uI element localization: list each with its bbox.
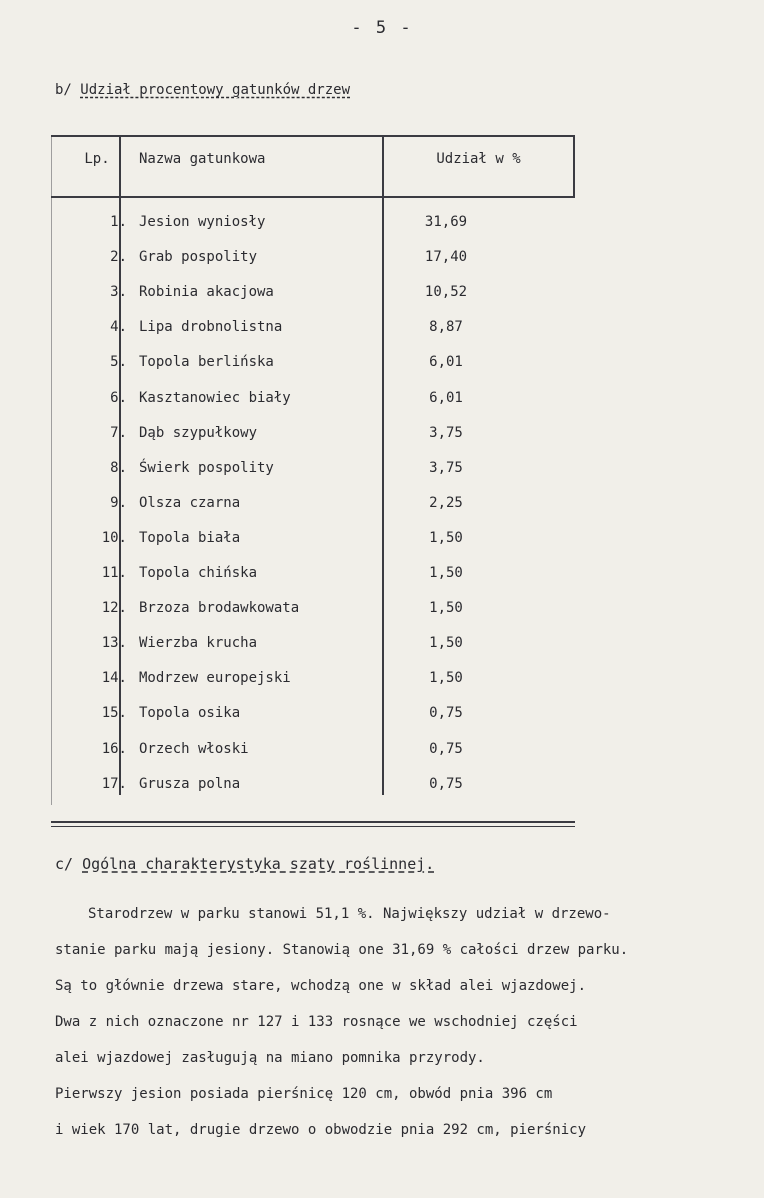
table-row (51, 600, 575, 622)
row-species-name: Świerk pospolity (139, 459, 274, 476)
row-share: 1,50 (429, 670, 463, 687)
header-share: Udział w % (436, 151, 521, 167)
row-lp: 12. (101, 600, 127, 617)
table-row (51, 319, 575, 341)
table-row (51, 741, 575, 763)
row-lp: 2. (110, 249, 127, 266)
table-row (51, 776, 575, 798)
row-species-name: Topola osika (139, 705, 241, 722)
row-species-name: Topola chińska (139, 565, 258, 581)
row-lp: 11. (101, 565, 127, 581)
row-lp: 17. (101, 775, 127, 792)
paragraph-line: Pierwszy jesion posiada pierśnicę 120 cm, obwód pnia 396 cm (55, 1086, 553, 1102)
row-lp: 14. (101, 670, 127, 687)
row-share: 1,50 (429, 565, 463, 581)
table-row (51, 670, 575, 692)
row-lp: 15. (101, 705, 127, 722)
paragraph-line: alei wjazdowej zasługują na miano pomnika przyrody. (55, 1050, 485, 1066)
row-lp: 9. (110, 494, 127, 511)
row-lp: 4. (110, 319, 127, 336)
row-lp: 3. (110, 284, 127, 301)
table-bottom-border-2 (51, 826, 575, 827)
row-share: 3,75 (429, 424, 463, 441)
table-bottom-border (51, 821, 575, 823)
row-share: 6,01 (429, 354, 463, 371)
species-share-table (51, 135, 575, 828)
row-lp: 13. (101, 635, 127, 652)
table-row (51, 495, 575, 517)
row-lp: 8. (110, 459, 127, 476)
row-species-name: Grab pospolity (139, 249, 258, 266)
row-species-name: Brzoza brodawkowata (139, 600, 300, 617)
section-b-prefix: b/ (55, 82, 72, 98)
row-share: 2,25 (429, 494, 463, 511)
row-share: 1,50 (429, 529, 463, 546)
table-row (51, 460, 575, 482)
section-c-title: Ogólna charakterystyka szaty roślinnej. (82, 855, 435, 873)
vegetation-paragraph (55, 902, 764, 1154)
header-name: Nazwa gatunkowa (139, 151, 266, 167)
row-species-name: Kasztanowiec biały (139, 389, 291, 406)
row-lp: 1. (110, 214, 127, 230)
section-b-heading (55, 82, 350, 98)
row-share: 0,75 (429, 775, 463, 792)
row-share: 6,01 (429, 389, 463, 406)
table-row (51, 390, 575, 412)
table-top-border (51, 135, 575, 137)
table-row (51, 425, 575, 447)
paragraph-line: Starodrzew w parku stanowi 51,1 %. Największy udział w drzewo- (88, 906, 611, 922)
paragraph-line: stanie parku mają jesiony. Stanowią one 31,69 % całości drzew parku. (55, 942, 629, 958)
row-species-name: Lipa drobnolistna (139, 319, 283, 336)
table-row (51, 635, 575, 657)
row-share: 10,52 (424, 284, 468, 301)
section-b-title: Udział procentowy gatunków drzew (80, 82, 351, 98)
row-lp: 5. (110, 354, 127, 371)
row-species-name: Grusza polna (139, 775, 241, 792)
table-row (51, 530, 575, 552)
table-row (51, 354, 575, 376)
row-species-name: Topola berlińska (139, 354, 274, 371)
table-row (51, 214, 575, 236)
row-lp: 6. (110, 389, 127, 406)
header-lp: Lp. (84, 151, 110, 167)
row-species-name: Robinia akacjowa (139, 284, 274, 301)
row-lp: 10. (101, 529, 127, 546)
row-share: 1,50 (429, 635, 463, 652)
row-species-name: Topola biała (139, 529, 241, 546)
table-row (51, 284, 575, 306)
paragraph-line: i wiek 170 lat, drugie drzewo o obwodzie pnia 292 cm, pierśnicy (55, 1122, 587, 1138)
table-row (51, 565, 575, 587)
table-row (51, 249, 575, 271)
row-species-name: Dąb szypułkowy (139, 424, 258, 441)
table-row (51, 705, 575, 727)
row-share: 3,75 (429, 459, 463, 476)
row-share: 17,40 (424, 249, 468, 266)
page-number: - 5 - (351, 18, 413, 38)
header-bottom-border (51, 196, 575, 198)
section-c-prefix: c/ (55, 855, 74, 873)
table-header (51, 151, 575, 173)
row-species-name: Olsza czarna (139, 494, 241, 511)
paragraph-line: Dwa z nich oznaczone nr 127 i 133 rosnące we wschodniej części (55, 1014, 578, 1030)
row-species-name: Wierzba krucha (139, 635, 258, 652)
row-species-name: Modrzew europejski (139, 670, 291, 687)
row-share: 0,75 (429, 705, 463, 722)
section-c-heading (55, 855, 434, 873)
row-share: 31,69 (424, 214, 468, 230)
row-lp: 16. (101, 740, 127, 757)
row-share: 1,50 (429, 600, 463, 617)
row-species-name: Jesion wyniosły (139, 214, 266, 230)
paragraph-line: Są to głównie drzewa stare, wchodzą one w skład alei wjazdowej. (55, 978, 587, 994)
row-lp: 7. (110, 424, 127, 441)
row-share: 8,87 (429, 319, 463, 336)
row-species-name: Orzech włoski (139, 740, 249, 757)
row-share: 0,75 (429, 740, 463, 757)
